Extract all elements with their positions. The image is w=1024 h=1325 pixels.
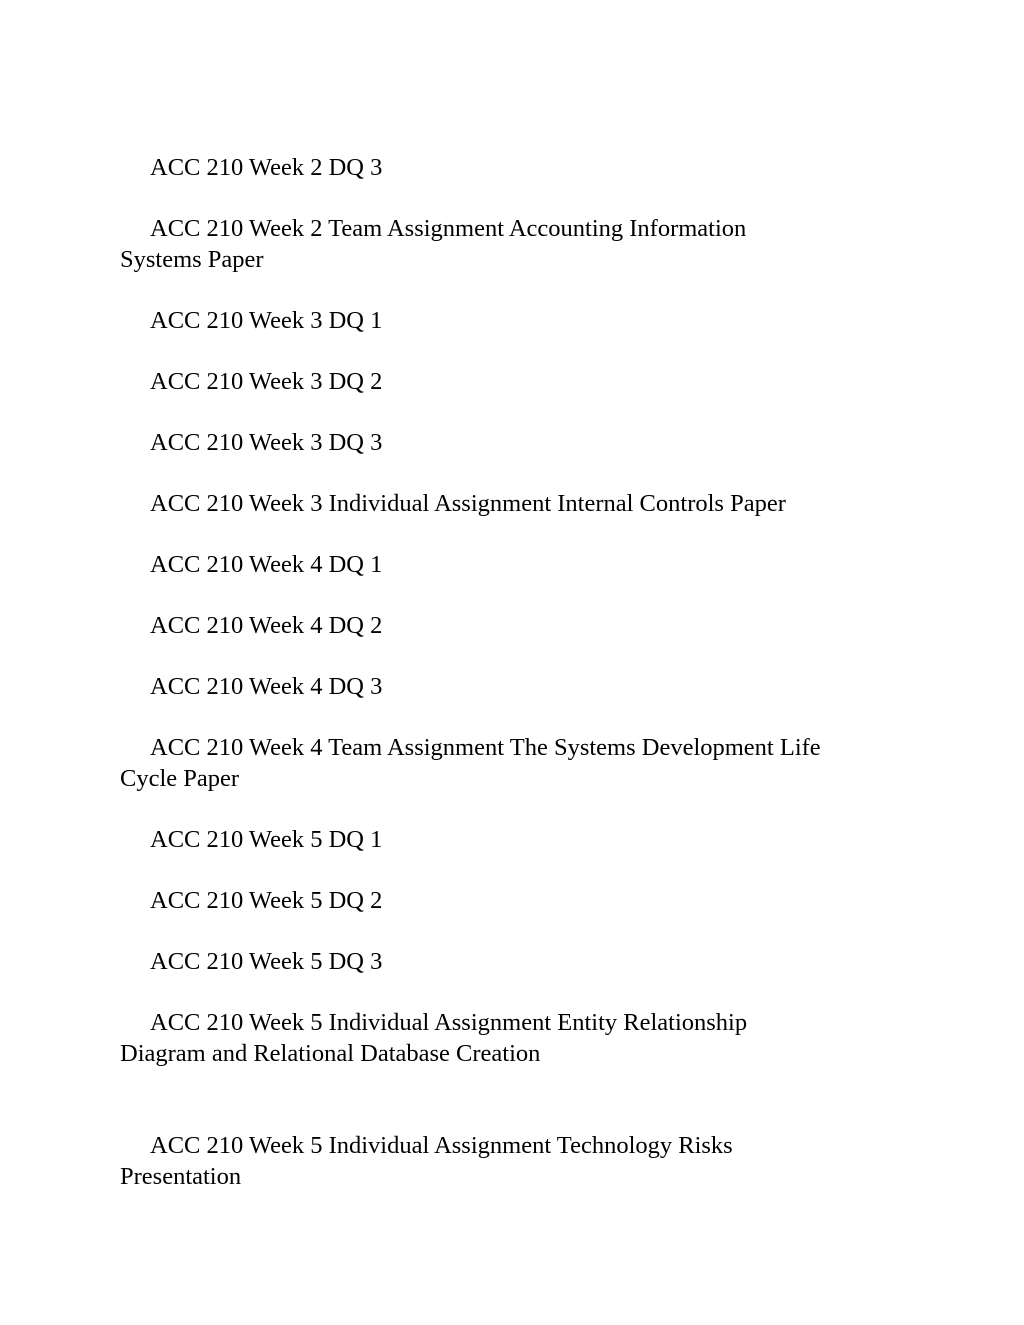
list-item bbox=[120, 732, 910, 794]
entry-line: ACC 210 Week 4 DQ 2 bbox=[150, 612, 383, 639]
list-item bbox=[120, 610, 910, 641]
list-item bbox=[120, 824, 910, 855]
entry-line: ACC 210 Week 3 DQ 2 bbox=[150, 368, 383, 395]
list-item bbox=[120, 1007, 910, 1069]
entry-line: ACC 210 Week 3 Individual Assignment Internal Controls Paper bbox=[150, 490, 786, 517]
document-body bbox=[120, 152, 910, 1222]
entry-line: ACC 210 Week 3 DQ 1 bbox=[150, 307, 383, 334]
entry-line: ACC 210 Week 5 Individual Assignment Entity Relationship bbox=[150, 1009, 748, 1036]
list-item bbox=[120, 213, 910, 275]
list-item bbox=[120, 488, 910, 519]
list-item bbox=[120, 671, 910, 702]
list-item bbox=[120, 946, 910, 977]
entry-line: ACC 210 Week 5 Individual Assignment Technology Risks bbox=[150, 1132, 733, 1159]
list-item bbox=[120, 152, 910, 183]
entry-line: ACC 210 Week 5 DQ 3 bbox=[150, 948, 383, 975]
entry-line: ACC 210 Week 3 DQ 3 bbox=[150, 429, 383, 456]
entry-line: ACC 210 Week 5 DQ 2 bbox=[150, 887, 383, 914]
entry-line: ACC 210 Week 4 DQ 3 bbox=[150, 673, 383, 700]
entry-line-continuation: Diagram and Relational Database Creation bbox=[120, 1040, 541, 1067]
entry-line: ACC 210 Week 5 DQ 1 bbox=[150, 826, 383, 853]
entry-line-continuation: Cycle Paper bbox=[120, 765, 240, 792]
entry-line-continuation: Systems Paper bbox=[120, 246, 264, 273]
list-item bbox=[120, 305, 910, 336]
entry-line-continuation: Presentation bbox=[120, 1163, 242, 1190]
list-item bbox=[120, 549, 910, 580]
list-item bbox=[120, 366, 910, 397]
list-item bbox=[120, 427, 910, 458]
list-item bbox=[120, 1130, 910, 1192]
entry-line: ACC 210 Week 4 Team Assignment The Systems Development Life bbox=[150, 734, 821, 761]
entry-line: ACC 210 Week 2 Team Assignment Accounting Information bbox=[150, 215, 747, 242]
entry-line: ACC 210 Week 2 DQ 3 bbox=[150, 154, 383, 181]
entry-line: ACC 210 Week 4 DQ 1 bbox=[150, 551, 383, 578]
list-item bbox=[120, 885, 910, 916]
